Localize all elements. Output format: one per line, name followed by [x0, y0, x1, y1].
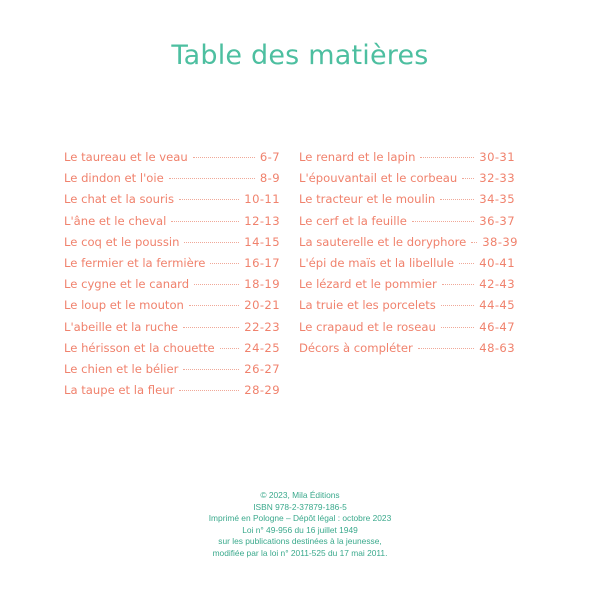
toc-entry-label: L'épi de maïs et la libellule: [299, 255, 455, 270]
toc-entry: [299, 214, 515, 235]
toc-entry: [64, 362, 280, 383]
toc-entry: [299, 171, 515, 192]
colophon: [0, 490, 600, 560]
toc-entry-pages: 38-39: [482, 234, 518, 249]
toc-entry-pages: 40-41: [479, 255, 515, 270]
colophon-law-scope: sur les publications destinées à la jeunesse,: [218, 536, 382, 547]
toc-entry-pages: 42-43: [479, 277, 515, 292]
toc-entry-label: Le taureau et le veau: [64, 150, 188, 164]
dot-leader: [193, 157, 255, 158]
toc-entry-pages: 36-37: [479, 213, 515, 228]
toc-entry-pages: 6-7: [259, 150, 280, 164]
toc-entry: [299, 320, 515, 341]
dot-leader: [194, 284, 239, 285]
toc-column-left: [64, 150, 280, 404]
toc-entry: [299, 234, 518, 256]
dot-leader: [183, 369, 239, 370]
dot-leader: [418, 348, 475, 349]
toc-entry-pages: 12-13: [244, 213, 280, 228]
colophon-law-amendment: modifiée par la loi n° 2011-525 du 17 mai 2011.: [212, 547, 388, 558]
toc-entry-label: La truie et les porcelets: [299, 298, 436, 313]
toc-entry-label: L'abeille et la ruche: [64, 319, 179, 334]
toc-entry-pages: 46-47: [479, 319, 515, 334]
toc-entry: [299, 277, 515, 298]
dot-leader: [220, 348, 240, 349]
toc-entry-label: La sauterelle et le doryphore: [299, 234, 467, 249]
toc-column-right: [299, 150, 518, 362]
toc-entry-label: La taupe et la fleur: [64, 383, 175, 398]
toc-entry: [64, 235, 280, 256]
toc-entry-pages: 18-19: [244, 277, 280, 292]
dot-leader: [171, 221, 239, 222]
dot-leader: [179, 199, 239, 200]
toc-entry-pages: 48-63: [479, 340, 515, 355]
dot-leader: [179, 390, 239, 391]
toc-entry-pages: 22-23: [244, 319, 280, 334]
toc-entry-pages: 16-17: [244, 255, 280, 270]
toc-entry-label: Le renard et le lapin: [299, 150, 416, 164]
toc-entry-label: L'âne et le cheval: [64, 213, 167, 228]
toc-entry: [64, 171, 280, 192]
colophon-isbn: ISBN 978-2-37879-186-5: [253, 501, 347, 512]
dot-leader: [184, 242, 239, 243]
dot-leader: [441, 305, 474, 306]
toc-entry: [299, 150, 515, 171]
toc-entry: [64, 320, 280, 341]
colophon-copyright: © 2023, Mila Éditions: [260, 490, 340, 500]
toc-entry: [64, 341, 280, 362]
toc-entry-label: L'épouvantail et le corbeau: [299, 171, 458, 186]
toc-entry-pages: 30-31: [479, 150, 515, 164]
toc-entry-label: Le chien et le bélier: [64, 361, 179, 376]
dot-leader: [441, 327, 474, 328]
toc-entry-label: Le dindon et l'oie: [64, 171, 164, 186]
toc-entry-label: Le loup et le mouton: [64, 298, 184, 313]
toc-entry-pages: 44-45: [479, 298, 515, 313]
toc-entry-pages: 20-21: [244, 298, 280, 313]
toc-entry-label: Le coq et le poussin: [64, 234, 180, 249]
toc-entry: [64, 383, 280, 404]
toc-entry: [299, 256, 515, 277]
dot-leader: [420, 157, 474, 158]
colophon-printing: Imprimé en Pologne – Dépôt légal : octobre 2023: [208, 513, 392, 524]
toc-entry-pages: 24-25: [244, 340, 280, 355]
toc-entry-label: Le chat et la souris: [64, 192, 175, 207]
toc-entry-label: Le fermier et la fermière: [64, 255, 206, 270]
toc-entry-pages: 8-9: [259, 171, 280, 186]
toc-entry-pages: 28-29: [244, 383, 280, 398]
dot-leader: [462, 178, 474, 179]
toc-entry-pages: 32-33: [479, 171, 515, 186]
toc-entry-pages: 34-35: [479, 192, 515, 207]
toc-entry-label: Le cerf et la feuille: [299, 213, 407, 228]
toc-entry: [64, 277, 280, 298]
dot-leader: [189, 305, 239, 306]
toc-entry-pages: 14-15: [244, 234, 280, 249]
toc-entry-pages: 26-27: [244, 361, 280, 376]
toc-entry-label: Le hérisson et la chouette: [64, 340, 215, 355]
dot-leader: [412, 221, 474, 222]
toc-entry: [64, 298, 280, 319]
toc-entry: [64, 192, 280, 213]
toc-entry: [299, 192, 515, 213]
toc-entry: [299, 298, 515, 319]
dot-leader: [169, 178, 255, 179]
toc-entry-label: Décors à compléter: [299, 340, 413, 355]
dot-leader: [440, 199, 474, 200]
toc-entry: [64, 214, 280, 235]
toc-entry-label: Le cygne et le canard: [64, 277, 190, 292]
toc-entry-label: Le lézard et le pommier: [299, 277, 437, 292]
toc-entry-pages: 10-11: [244, 192, 280, 207]
toc-entry: [64, 256, 280, 277]
dot-leader: [183, 327, 239, 328]
toc-entry: [299, 341, 515, 362]
dot-leader: [471, 242, 477, 243]
dot-leader: [442, 284, 475, 285]
colophon-law: Loi n° 49-956 du 16 juillet 1949: [242, 524, 358, 535]
dot-leader: [210, 263, 239, 264]
page-title: Table des matières: [171, 40, 429, 71]
toc-entry-label: Le tracteur et le moulin: [299, 192, 436, 207]
toc-entry: [64, 150, 280, 171]
toc-entry-label: Le crapaud et le roseau: [299, 319, 436, 334]
dot-leader: [459, 263, 474, 264]
